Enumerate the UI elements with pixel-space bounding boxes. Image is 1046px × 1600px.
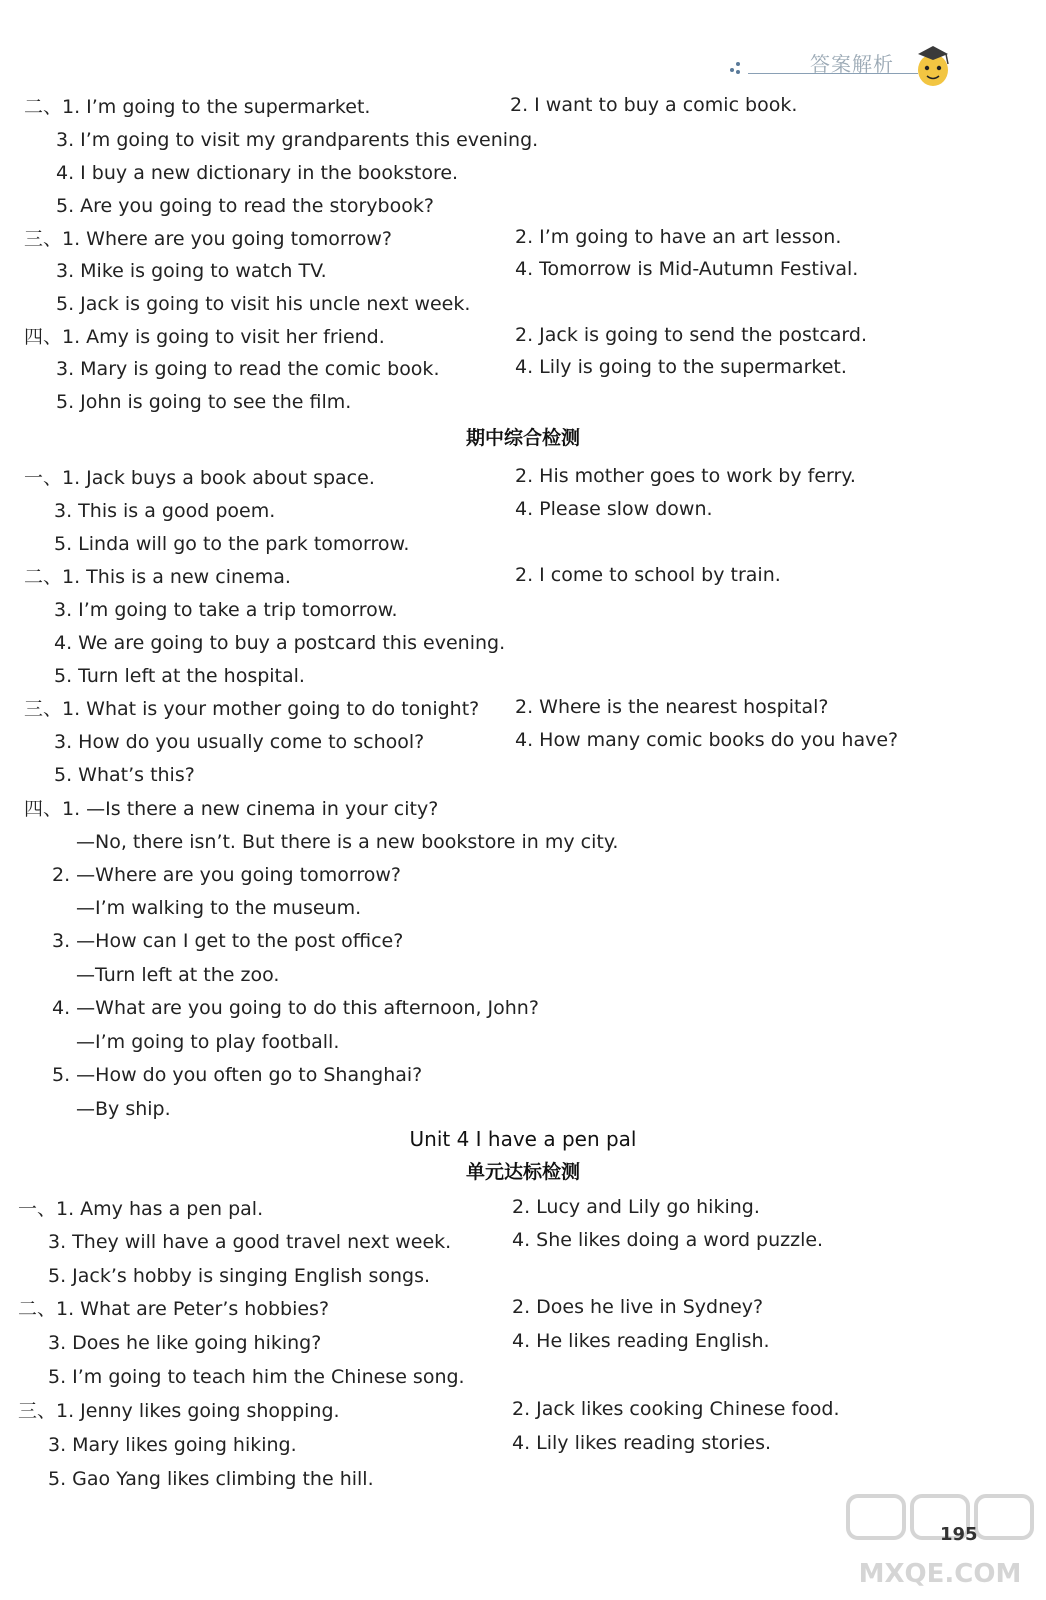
answer-line: 4. We are going to buy a postcard this evening. (54, 632, 506, 654)
answer-line: 3. This is a good poem. (54, 500, 276, 522)
answer-line: 5. What’s this? (54, 764, 195, 786)
answer-line: 4. How many comic books do you have? (515, 729, 899, 751)
answer-line: 5. Linda will go to the park tomorrow. (54, 533, 410, 555)
watermark-text: MXQE.COM (858, 1559, 1022, 1589)
answer-line: 2. Does he live in Sydney? (512, 1296, 764, 1318)
answer-line: —No, there isn’t. But there is a new bookstore in my city. (76, 831, 619, 853)
answer-line: —I’m going to play football. (76, 1031, 340, 1053)
answer-line: 5. I’m going to teach him the Chinese song. (48, 1366, 465, 1388)
answer-line: 5. Turn left at the hospital. (54, 665, 305, 687)
answer-line: 二、1. I’m going to the supermarket. (24, 96, 371, 118)
answer-line: 三、1. Where are you going tomorrow? (24, 228, 392, 250)
answer-line: 3. How do you usually come to school? (54, 731, 425, 753)
answer-line: 5. Jack is going to visit his uncle next week. (56, 293, 471, 315)
answer-line: 三、1. What is your mother going to do tonight? (24, 698, 480, 720)
answer-line: 四、1. —Is there a new cinema in your city? (24, 798, 439, 820)
answer-line: 3. I’m going to visit my grandparents this evening. (56, 129, 539, 151)
answer-line: 二、1. This is a new cinema. (24, 566, 291, 588)
answer-line: 3. I’m going to take a trip tomorrow. (54, 599, 398, 621)
answer-line: 2. Jack is going to send the postcard. (515, 324, 867, 346)
answer-line: 二、1. What are Peter’s hobbies? (18, 1298, 330, 1320)
unit-heading: Unit 4 I have a pen pal (409, 1127, 637, 1151)
answer-line: 4. She likes doing a word puzzle. (512, 1229, 824, 1251)
answer-line: 5. —How do you often go to Shanghai? (52, 1064, 423, 1086)
answer-line: 3. Mary is going to read the comic book. (56, 358, 440, 380)
answer-line: 一、1. Jack buys a book about space. (24, 467, 375, 489)
section-heading-midterm: 期中综合检测 (465, 427, 580, 449)
answer-line: 5. Jack’s hobby is singing English songs. (48, 1265, 431, 1287)
answer-line: —Turn left at the zoo. (76, 964, 280, 986)
answer-line: 5. Gao Yang likes climbing the hill. (48, 1468, 374, 1490)
answer-line: 4. I buy a new dictionary in the bookstore. (56, 162, 459, 184)
answer-line: 2. I’m going to have an art lesson. (515, 226, 842, 248)
answer-line: 2. Lucy and Lily go hiking. (512, 1196, 760, 1218)
answer-line: —By ship. (76, 1098, 171, 1120)
page-number: 195 (940, 1524, 978, 1545)
answer-line: 2. —Where are you going tomorrow? (52, 864, 401, 886)
section-heading-unit-test: 单元达标检测 (465, 1161, 580, 1183)
mascot-icon (908, 40, 958, 90)
answer-line: 3. Mary likes going hiking. (48, 1434, 297, 1456)
answer-line: 4. Tomorrow is Mid-Autumn Festival. (515, 258, 859, 280)
answer-line: —I’m walking to the museum. (76, 897, 362, 919)
answer-line: 3. They will have a good travel next week. (48, 1231, 452, 1253)
answer-line: 2. I want to buy a comic book. (510, 94, 798, 116)
answer-line: 一、1. Amy has a pen pal. (18, 1198, 264, 1220)
answer-line: 三、1. Jenny likes going shopping. (18, 1400, 340, 1422)
answer-line: 2. Jack likes cooking Chinese food. (512, 1398, 840, 1420)
answer-line: 4. Lily likes reading stories. (512, 1432, 772, 1454)
answer-line: 3. —How can I get to the post office? (52, 930, 404, 952)
answer-line: 5. John is going to see the film. (56, 391, 352, 413)
answer-line: 4. —What are you going to do this afternoon, John? (52, 997, 539, 1019)
page-header (730, 40, 1030, 90)
answer-line: 2. His mother goes to work by ferry. (515, 465, 856, 487)
answer-line: 3. Mike is going to watch TV. (56, 260, 327, 282)
answer-line: 3. Does he like going hiking? (48, 1332, 322, 1354)
header-title: 答案解析 (810, 52, 894, 76)
answer-line: 四、1. Amy is going to visit her friend. (24, 326, 385, 348)
decorative-dots-icon (730, 60, 746, 76)
answer-line: 4. He likes reading English. (512, 1330, 770, 1352)
answer-line: 2. Where is the nearest hospital? (515, 696, 829, 718)
answer-line: 4. Please slow down. (515, 498, 713, 520)
answer-line: 4. Lily is going to the supermarket. (515, 356, 847, 378)
answer-line: 5. Are you going to read the storybook? (56, 195, 434, 217)
answer-line: 2. I come to school by train. (515, 564, 781, 586)
